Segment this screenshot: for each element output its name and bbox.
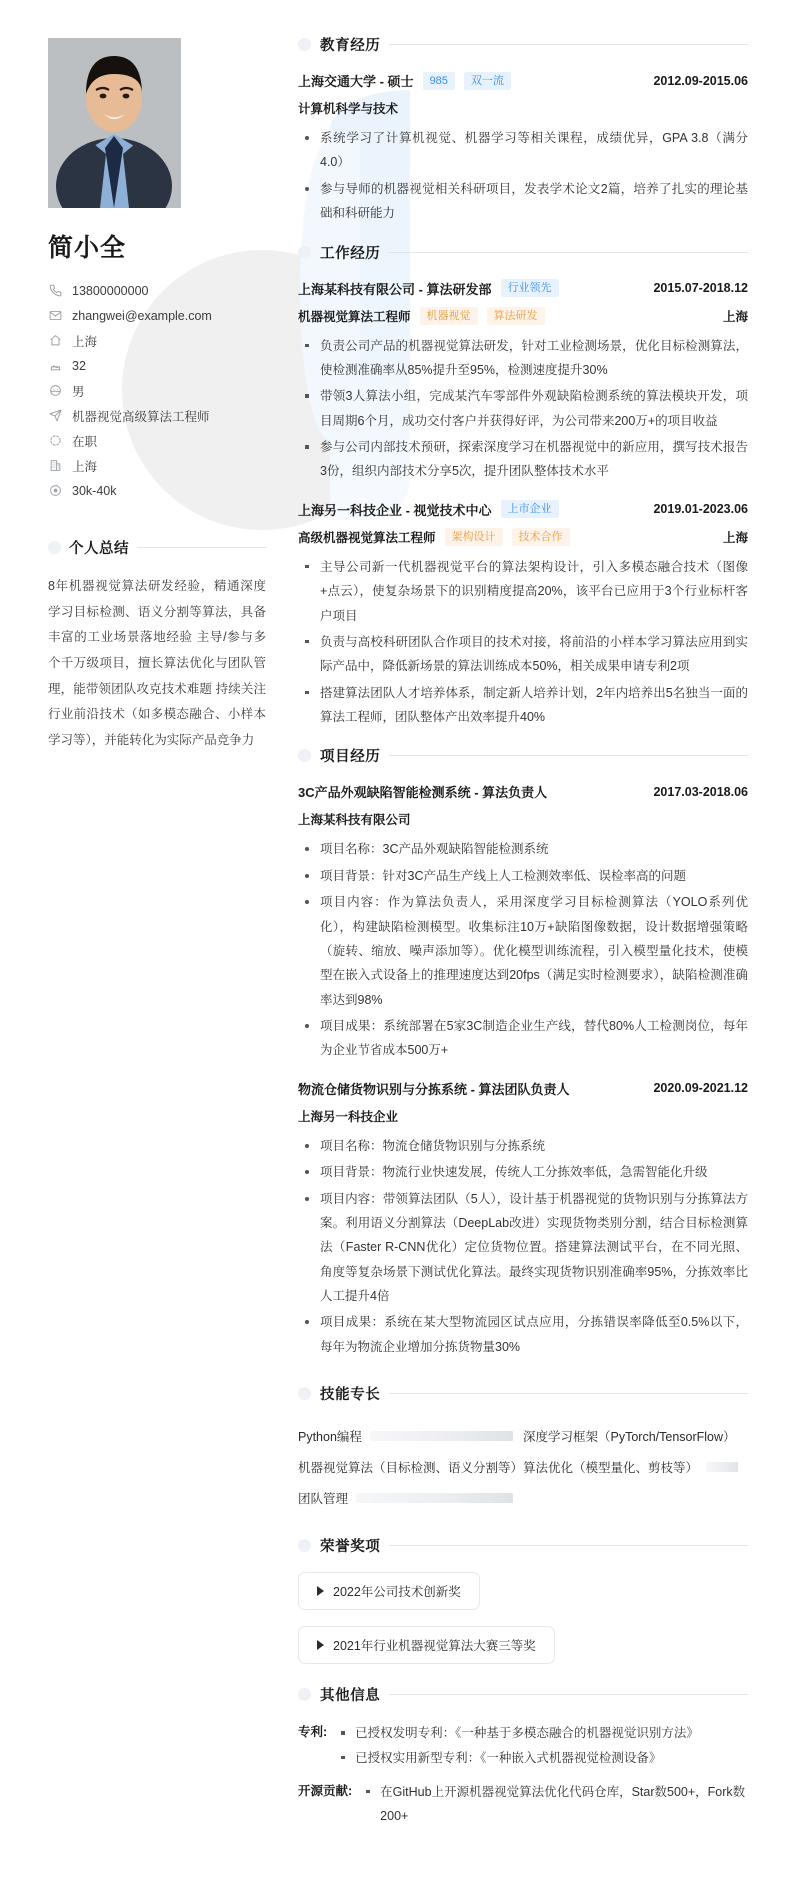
school-name: 上海交通大学 - 硕士	[298, 74, 414, 89]
work-bullets	[298, 334, 748, 484]
skill-level-bar	[370, 1431, 513, 1441]
education-major-row	[298, 99, 748, 118]
divider	[389, 1545, 748, 1546]
contact-item-email	[48, 303, 266, 328]
project-date: 2020.09-2021.12	[653, 1081, 748, 1096]
list-item: 项目成果：系统部署在5家3C制造企业生产线，替代80%人工检测岗位，每年为企业节省成本500万+	[298, 1014, 748, 1063]
skill-label: Python编程	[298, 1429, 362, 1444]
section-marker-icon	[298, 749, 311, 762]
position-tag: 算法研发	[487, 307, 545, 325]
position-tag: 技术合作	[512, 528, 570, 546]
skill-item	[298, 1482, 523, 1513]
company-name: 上海某科技有限公司 - 算法研发部	[298, 281, 492, 297]
section-marker-icon	[298, 1539, 311, 1552]
section-summary	[48, 537, 266, 753]
project-company-row	[298, 810, 748, 829]
project-company-row	[298, 1107, 748, 1126]
list-item: 已授权发明专利：《一种基于多模态融合的机器视觉识别方法》	[333, 1721, 748, 1745]
divider	[137, 547, 266, 548]
honor-chip[interactable]	[298, 1626, 555, 1664]
work-bullets	[298, 555, 748, 730]
paper-plane-icon	[48, 409, 62, 423]
skill-item	[523, 1420, 748, 1451]
list-item: 负责与高校科研团队合作项目的技术对接，将前沿的小样本学习算法应用到实际产品中，降低新场景的算法训练成本50%，相关成果申请专利2项	[298, 630, 748, 679]
skills-grid	[298, 1420, 748, 1513]
project-date: 2017.03-2018.06	[653, 784, 748, 799]
gender-icon	[48, 384, 62, 398]
section-other-info	[298, 1684, 748, 1829]
list-item: 带领3人算法小组，完成某汽车零部件外观缺陷检测系统的算法模块开发，项目周期6个月，成功交付客户并获得好评，为公司带来200万+的项目收益	[298, 384, 748, 433]
envelope-icon	[48, 309, 62, 323]
work-position-row	[298, 528, 748, 546]
other-group-label: 开源贡献:	[298, 1783, 353, 1798]
summary-text: 8年机器视觉算法研发经验，精通深度学习目标检测、语义分割等算法，具备丰富的工业场景落地经验 主导/参与多个千万级项目，擅长算法优化与团队管理，能带领团队攻克技术难题 持续关注行业前沿技术（如多模态融合、小样本学习等），并能转化为实际产品竞争力	[48, 579, 266, 747]
home-icon	[48, 334, 62, 348]
other-group-patents	[298, 1721, 748, 1770]
skills-header	[298, 1383, 748, 1404]
contact-value-gender: 男	[72, 384, 85, 399]
other-header	[298, 1684, 748, 1705]
contact-list	[48, 278, 266, 503]
work-entry-headline	[298, 500, 748, 519]
company-tag: 行业领先	[501, 279, 559, 297]
list-item: 系统学习了计算机视觉、机器学习等相关课程，成绩优异，GPA 3.8（满分4.0）	[298, 126, 748, 175]
contact-value-salary: 30k-40k	[72, 483, 117, 498]
list-item: 项目背景：物流行业快速发展，传统人工分拣效率低，急需智能化升级	[298, 1160, 748, 1184]
contact-item-worklocation	[48, 453, 266, 478]
honors-header	[298, 1535, 748, 1556]
play-triangle-icon	[317, 1640, 324, 1650]
list-item: 在GitHub上开源机器视觉算法优化代码仓库，Star数500+，Fork数200+	[358, 1780, 748, 1829]
work-entry	[298, 279, 748, 484]
list-item: 参与公司内部技术预研，探索深度学习在机器视觉中的新应用，撰写技术报告3份，组织内部技术分享5次，提升团队整体技术水平	[298, 435, 748, 484]
skill-label: 算法优化（模型量化、剪枝等）	[523, 1460, 699, 1475]
phone-icon	[48, 284, 62, 298]
section-skills	[298, 1383, 748, 1513]
section-marker-icon	[298, 246, 311, 259]
list-item: 项目背景：针对3C产品生产线上人工检测效率低、误检率高的问题	[298, 864, 748, 888]
other-group-opensource	[298, 1780, 748, 1829]
play-triangle-icon	[317, 1586, 324, 1596]
project-entry-headline	[298, 1079, 748, 1098]
work-entry-headline	[298, 279, 748, 298]
projects-header	[298, 745, 748, 766]
education-entry-headline	[298, 71, 748, 90]
list-item: 搭建算法团队人才培养体系，制定新人培养计划，2年内培养出5名独当一面的算法工程师，团队整体产出效率提升40%	[298, 681, 748, 730]
education-date: 2012.09-2015.06	[653, 73, 748, 88]
project-entry	[298, 782, 748, 1062]
status-icon	[48, 434, 62, 448]
work-position-row	[298, 307, 748, 325]
section-work	[298, 242, 748, 730]
skill-level-bar	[356, 1493, 513, 1503]
avatar	[48, 38, 181, 208]
list-item: 负责公司产品的机器视觉算法研发，针对工业检测场景，优化目标检测算法，使检测准确率从85%提升至95%，检测速度提升30%	[298, 334, 748, 383]
skill-label: 团队管理	[298, 1491, 349, 1506]
project-bullets	[298, 1134, 748, 1359]
divider	[389, 44, 748, 45]
contact-value-phone: 13800000000	[72, 283, 149, 298]
project-name: 3C产品外观缺陷智能检测系统 - 算法负责人	[298, 785, 548, 801]
education-header	[298, 34, 748, 55]
divider	[389, 755, 748, 756]
work-location: 上海	[722, 530, 748, 545]
project-company: 上海另一科技企业	[298, 1109, 399, 1124]
honor-chip[interactable]	[298, 1572, 480, 1610]
building-icon	[48, 459, 62, 473]
contact-value-age: 32	[72, 358, 86, 373]
cake-icon	[48, 359, 62, 373]
contact-value-worklocation: 上海	[72, 459, 98, 474]
list-item: 项目内容：作为算法负责人，采用深度学习目标检测算法（YOLO系列优化），构建缺陷检测模型。收集标注10万+缺陷图像数据，设计数据增强策略（旋转、缩放、噪声添加等）。优化模型训练流程，引入模型量化技术，使模型在嵌入式设备上的推理速度达到20fps（满足实时检测要求），缺陷检测准确率达到98%	[298, 890, 748, 1012]
list-item: 已授权实用新型专利：《一种嵌入式机器视觉检测设备》	[333, 1746, 748, 1770]
company-name: 上海另一科技企业 - 视觉技术中心	[298, 502, 492, 518]
contact-value-status: 在职	[72, 434, 98, 449]
work-location: 上海	[722, 309, 748, 324]
contact-value-email: zhangwei@example.com	[72, 308, 212, 323]
skills-title: 技能专长	[320, 1387, 381, 1404]
divider	[389, 1393, 748, 1394]
position-tag: 机器视觉	[420, 307, 478, 325]
skill-item	[298, 1420, 523, 1451]
section-education	[298, 34, 748, 226]
summary-title: 个人总结	[69, 541, 129, 557]
main-content	[290, 0, 794, 1879]
project-company: 上海某科技有限公司	[298, 813, 411, 828]
major-name: 计算机科学与技术	[298, 102, 399, 116]
list-item: 参与导师的机器视觉相关科研项目，发表学术论文2篇，培养了扎实的理论基础和科研能力	[298, 177, 748, 226]
skill-item	[298, 1451, 523, 1482]
summary-header	[48, 537, 266, 558]
page-title: 简小全	[48, 234, 127, 262]
divider	[389, 1694, 748, 1695]
list-item: 项目名称：3C产品外观缺陷智能检测系统	[298, 837, 748, 861]
work-entry	[298, 500, 748, 730]
list-item: 项目内容：带领算法团队（5人），设计基于机器视觉的货物识别与分拣算法方案。利用语义分割算法（DeepLab改进）实现货物类别分割，结合目标检测算法（Faster R-CNN优化）定位货物位置。搭建算法测试平台，在不同光照、角度等复杂场景下测试优化算法。最终实现货物识别准确率95%，分拣效率比人工提升4倍	[298, 1187, 748, 1309]
section-marker-icon	[298, 1688, 311, 1701]
honor-label: 2022年公司技术创新奖	[333, 1585, 461, 1600]
education-bullets	[298, 126, 748, 226]
skill-label: 机器视觉算法（目标检测、语义分割等）	[298, 1460, 524, 1475]
position-tag: 架构设计	[445, 528, 503, 546]
project-entry	[298, 1079, 748, 1359]
education-entry	[298, 71, 748, 226]
contact-item-status	[48, 428, 266, 453]
contact-item-gender	[48, 378, 266, 403]
project-name: 物流仓储货物识别与分拣系统 - 算法团队负责人	[298, 1081, 570, 1097]
section-projects	[298, 745, 748, 1359]
section-marker-icon	[298, 38, 311, 51]
school-tag: 985	[423, 72, 455, 90]
project-entry-headline	[298, 782, 748, 801]
honors-title: 荣誉奖项	[320, 1539, 381, 1556]
contact-item-jobtitle	[48, 403, 266, 428]
contact-value-hometown: 上海	[72, 334, 98, 349]
section-honors	[298, 1535, 748, 1664]
section-marker-icon	[298, 1387, 311, 1400]
contact-value-jobtitle: 机器视觉高级算法工程师	[72, 409, 210, 424]
school-tag: 双一流	[464, 72, 511, 90]
project-bullets	[298, 837, 748, 1062]
work-date: 2019.01-2023.06	[653, 502, 748, 517]
other-title: 其他信息	[320, 1688, 381, 1705]
sidebar	[0, 0, 290, 753]
salary-icon	[48, 484, 62, 498]
other-group-label: 专利:	[298, 1725, 328, 1740]
skill-label: 深度学习框架（PyTorch/TensorFlow）	[523, 1429, 736, 1444]
position-name: 机器视觉算法工程师	[298, 309, 411, 324]
work-header	[298, 242, 748, 263]
contact-item-hometown	[48, 328, 266, 353]
skill-item	[523, 1451, 748, 1482]
company-tag: 上市企业	[501, 500, 559, 518]
list-item: 项目成果：系统在某大型物流园区试点应用，分拣错误率降低至0.5%以下，每年为物流企业增加分拣货物量30%	[298, 1310, 748, 1359]
work-title: 工作经历	[320, 245, 381, 262]
skill-level-bar	[706, 1462, 738, 1472]
honor-label: 2021年行业机器视觉算法大赛三等奖	[333, 1639, 536, 1654]
contact-item-age	[48, 353, 266, 378]
projects-title: 项目经历	[320, 749, 381, 766]
contact-item-salary	[48, 478, 266, 503]
honors-list	[298, 1572, 748, 1664]
contact-item-phone	[48, 278, 266, 303]
work-date: 2015.07-2018.12	[653, 281, 748, 295]
divider	[389, 252, 748, 253]
section-marker-icon	[48, 541, 61, 554]
position-name: 高级机器视觉算法工程师	[298, 530, 436, 545]
education-title: 教育经历	[320, 38, 381, 54]
list-item: 项目名称：物流仓储货物识别与分拣系统	[298, 1134, 748, 1158]
list-item: 主导公司新一代机器视觉平台的算法架构设计，引入多模态融合技术（图像+点云），使复杂场景下的识别精度提高20%，该平台已应用于3个行业标杆客户项目	[298, 555, 748, 628]
